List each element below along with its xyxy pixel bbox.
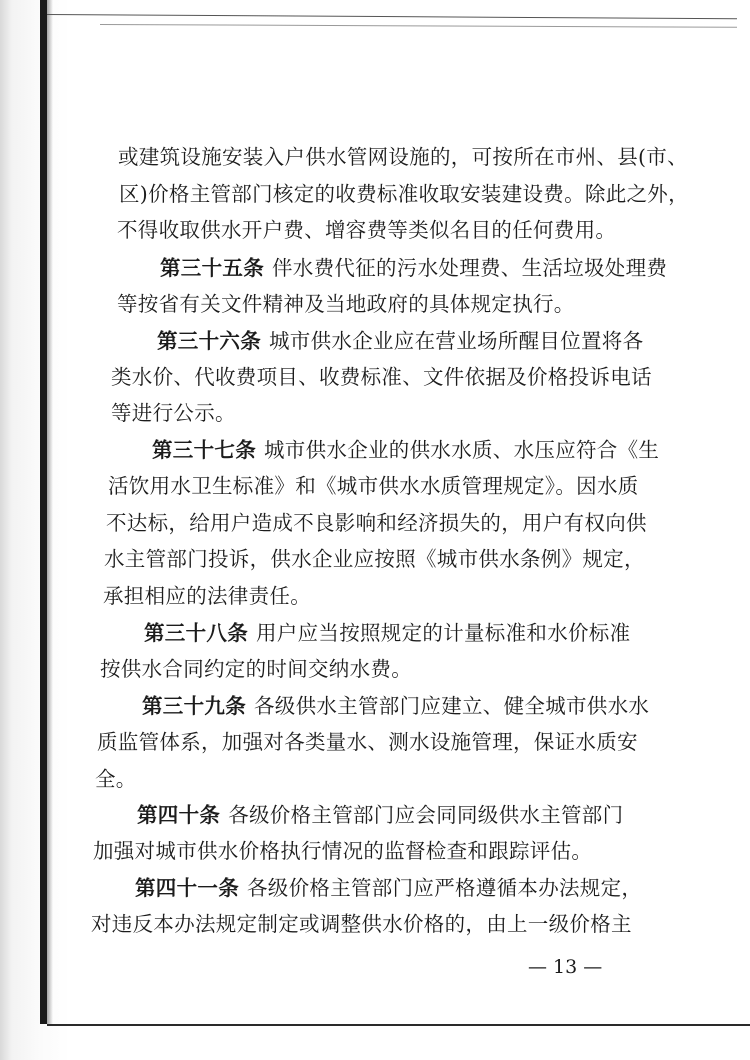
text-line: 城市供水企业应在营业场所醒目位置将各 (269, 329, 644, 353)
text-line: 活饮用水卫生标准》和《城市供水水质管理规定》。因水质 (108, 474, 639, 498)
article-40 (137, 801, 623, 829)
text-line: 各级价格主管部门应会同同级供水主管部门 (228, 803, 624, 827)
text-line: 加强对城市供水价格执行情况的监督检查和跟踪评估。 (93, 839, 593, 863)
text-line: 类水价、代收费项目、收费标准、文件依据及价格投诉电话 (111, 365, 652, 389)
text-line: 按供水合同约定的时间交纳水费。 (100, 657, 412, 681)
article-41 (135, 874, 642, 902)
article-heading: 第三十七条 (152, 438, 256, 462)
text-line: 用户应当按照规定的计量标准和水价标准 (256, 621, 631, 645)
text-line: 不达标，给用户造成不良影响和经济损失的，用户有权向供 (106, 511, 647, 535)
article-37 (152, 436, 659, 464)
text-line: 城市供水企业的供水水质、水压应符合《生 (264, 438, 660, 462)
text-line: 全。 (95, 767, 137, 791)
text-line: 伴水费代征的污水处理费、生活垃圾处理费 (272, 256, 668, 280)
article-heading: 第三十五条 (160, 256, 264, 280)
article-38 (144, 619, 630, 647)
text-line: 对违反本办法规定制定或调整供水价格的，由上一级价格主 (91, 912, 632, 936)
article-heading: 第三十八条 (144, 621, 248, 645)
article-39 (142, 692, 649, 720)
article-heading: 第三十九条 (142, 694, 246, 718)
article-heading: 第四十一条 (135, 876, 239, 900)
page-number: — 13 — (528, 956, 603, 978)
text-line: 水主管部门投诉，供水企业应按照《城市供水条例》规定， (104, 547, 645, 571)
article-heading: 第四十条 (137, 803, 221, 827)
text-line: 区)价格主管部门核定的收费标准收取安装建设费。除此之外， (119, 182, 689, 206)
text-line: 等进行公示。 (111, 401, 236, 425)
article-35 (160, 254, 667, 282)
article-36 (157, 327, 643, 355)
text-line: 承担相应的法律责任。 (103, 584, 311, 608)
text-line: 质监管体系，加强对各类量水、测水设施管理，保证水质安 (97, 730, 638, 754)
text-line: 不得收取供水开户费、增容费等类似名目的任何费用。 (117, 218, 617, 242)
text-line: 各级供水主管部门应建立、健全城市供水水 (254, 694, 650, 718)
text-line: 等按省有关文件精神及当地政府的具体规定执行。 (117, 292, 575, 316)
article-heading: 第三十六条 (157, 329, 261, 353)
text-line: 或建筑设施安装入户供水管网设施的，可按所在市州、县(市、 (118, 145, 688, 169)
text-line: 各级价格主管部门应严格遵循本办法规定， (247, 876, 643, 900)
